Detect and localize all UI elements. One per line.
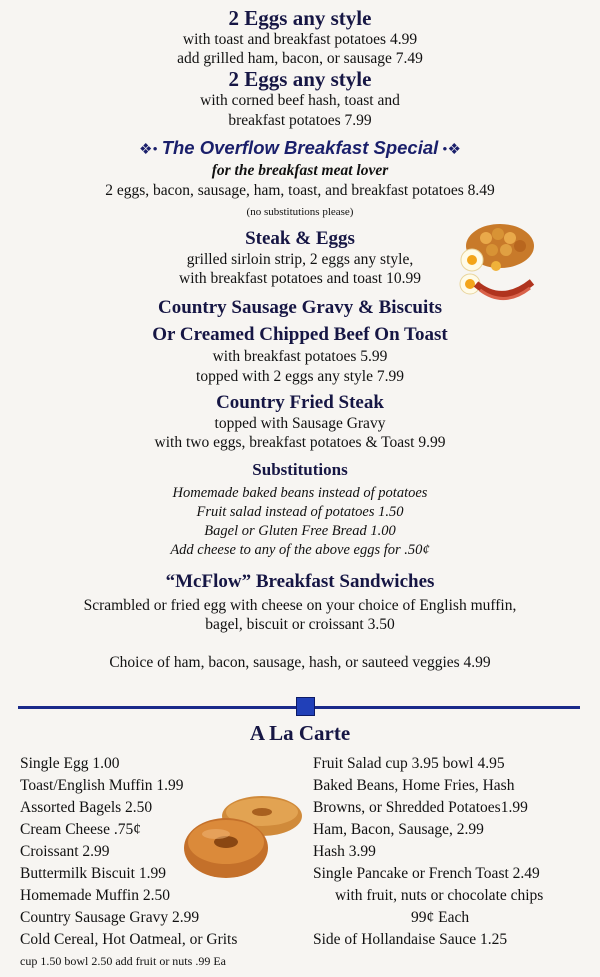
special-note: (no substitutions please) — [246, 206, 354, 218]
eggs1-line1: with toast and breakfast potatoes 4.99 — [182, 31, 418, 48]
cfs-line1: topped with Sausage Gravy — [214, 415, 386, 432]
list-item: Fruit Salad cup 3.95 bowl 4.95 — [313, 755, 505, 772]
list-item: Browns, or Shredded Potatoes1.99 — [313, 799, 528, 816]
ornament-left-icon: ❖• — [139, 142, 158, 158]
list-item: Baked Beans, Home Fries, Hash — [313, 777, 515, 794]
divider-square-icon — [296, 697, 315, 716]
list-item: Toast/English Muffin 1.99 — [20, 777, 184, 794]
special-subtitle: for the breakfast meat lover — [211, 162, 389, 179]
list-item: Country Sausage Gravy 2.99 — [20, 909, 200, 926]
eggs1-line2: add grilled ham, bacon, or sausage 7.49 — [177, 50, 423, 67]
list-item: Homemade Muffin 2.50 — [20, 887, 170, 904]
list-item: Croissant 2.99 — [20, 843, 110, 860]
gravy-title1: Country Sausage Gravy & Biscuits — [158, 297, 442, 318]
mcflow-line3: Choice of ham, bacon, sausage, hash, or sauteed veggies 4.99 — [109, 654, 491, 671]
list-item: Buttermilk Biscuit 1.99 — [20, 865, 166, 882]
alacarte-title: A La Carte — [249, 721, 351, 745]
list-item-note: cup 1.50 bowl 2.50 add fruit or nuts .99 Ea — [20, 954, 226, 968]
mcflow-line1: Scrambled or fried egg with cheese on your choice of English muffin, — [83, 597, 517, 614]
eggs2-line1: with corned beef hash, toast and — [200, 92, 400, 109]
subs-item: Add cheese to any of the above eggs for .50¢ — [170, 542, 430, 558]
subs-item: Homemade baked beans instead of potatoes — [172, 485, 428, 501]
bagels-illustration — [180, 790, 308, 882]
special-title-row — [0, 137, 600, 159]
eggs2-title: 2 Eggs any style — [228, 67, 372, 91]
gravy-line2: topped with 2 eggs any style 7.99 — [196, 368, 404, 385]
list-item: Ham, Bacon, Sausage, 2.99 — [313, 821, 484, 838]
list-item: Side of Hollandaise Sauce 1.25 — [313, 931, 508, 948]
subs-item: Fruit salad instead of potatoes 1.50 — [196, 504, 404, 520]
mcflow-title: “McFlow” Breakfast Sandwiches — [165, 571, 435, 592]
steak-eggs-line2: with breakfast potatoes and toast 10.99 — [179, 270, 421, 287]
gravy-line1: with breakfast potatoes 5.99 — [212, 348, 388, 365]
gravy-title2: Or Creamed Chipped Beef On Toast — [152, 324, 448, 345]
mcflow-line2: bagel, biscuit or croissant 3.50 — [205, 616, 395, 633]
ornament-right-icon: •❖ — [442, 142, 461, 158]
steak-eggs-title: Steak & Eggs — [245, 228, 355, 249]
eggs2-line2: breakfast potatoes 7.99 — [228, 112, 372, 129]
steak-eggs-line1: grilled sirloin strip, 2 eggs any style, — [186, 251, 414, 268]
subs-title: Substitutions — [252, 460, 348, 479]
list-item: Single Pancake or French Toast 2.49 — [313, 865, 540, 882]
special-line1: 2 eggs, bacon, sausage, ham, toast, and breakfast potatoes 8.49 — [105, 182, 495, 199]
list-item: Cream Cheese .75¢ — [20, 821, 141, 838]
special-title: The Overflow Breakfast Special — [161, 137, 439, 158]
list-item: Assorted Bagels 2.50 — [20, 799, 153, 816]
list-item: 99¢ Each — [411, 909, 470, 926]
cfs-title: Country Fried Steak — [216, 392, 384, 413]
list-item: Single Egg 1.00 — [20, 755, 120, 772]
list-item: Cold Cereal, Hot Oatmeal, or Grits — [20, 931, 238, 948]
breakfast-face-illustration — [458, 220, 536, 302]
cfs-line2: with two eggs, breakfast potatoes & Toast 9.99 — [154, 434, 446, 451]
eggs1-title: 2 Eggs any style — [228, 6, 372, 30]
list-item: Hash 3.99 — [313, 843, 376, 860]
subs-item: Bagel or Gluten Free Bread 1.00 — [204, 523, 396, 539]
list-item: with fruit, nuts or chocolate chips — [335, 887, 544, 904]
